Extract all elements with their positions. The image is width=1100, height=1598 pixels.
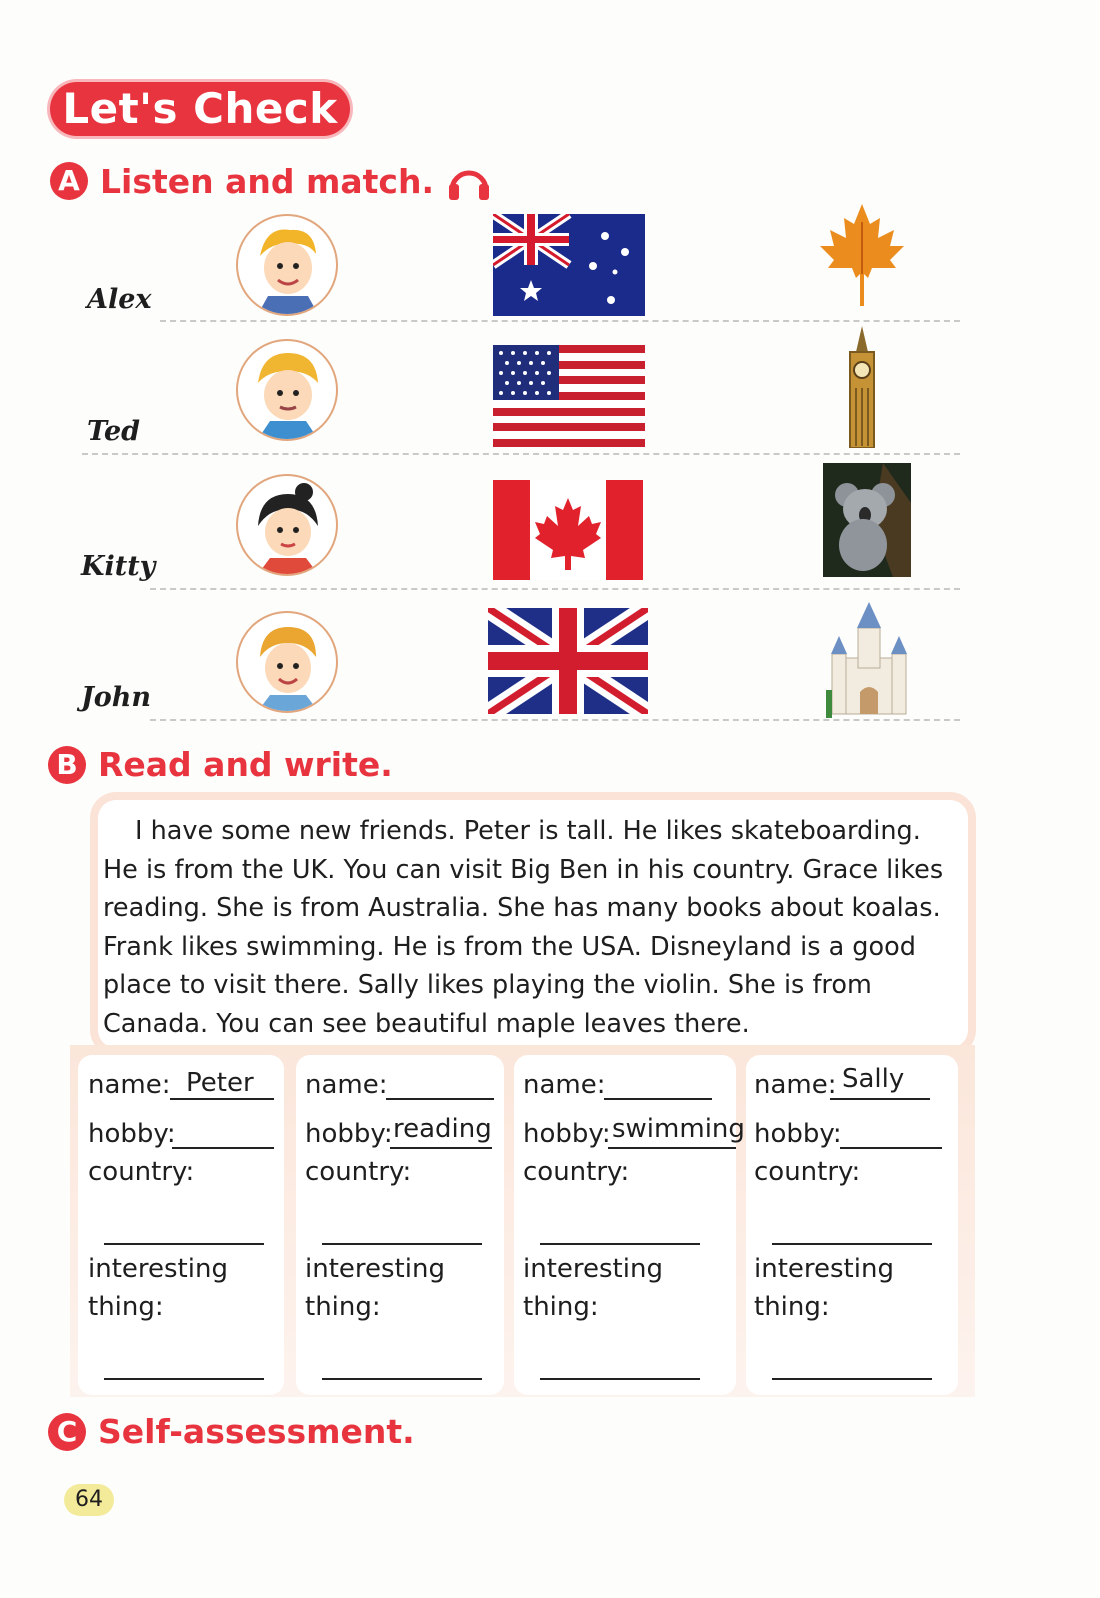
section-a-letter: A <box>50 162 88 200</box>
answer-name-1[interactable]: Peter <box>186 1068 254 1098</box>
label-name: name: <box>523 1070 606 1100</box>
blank-line[interactable] <box>540 1378 700 1380</box>
name-alex: Alex <box>87 284 152 315</box>
blank-line <box>608 1147 736 1149</box>
divider <box>150 588 960 590</box>
label-hobby: hobby: <box>754 1119 842 1149</box>
page-number: 64 <box>64 1484 114 1516</box>
answer-card-2 <box>296 1055 504 1395</box>
answer-name-4[interactable]: Sally <box>842 1064 905 1094</box>
blank-line <box>830 1098 930 1100</box>
big-ben <box>844 326 880 448</box>
divider <box>82 453 960 455</box>
section-a-header <box>50 160 492 202</box>
name-ted: Ted <box>87 416 141 447</box>
label-interesting: interesting <box>523 1254 663 1284</box>
section-b-letter: B <box>48 746 86 784</box>
answer-card-4 <box>746 1055 958 1395</box>
label-thing: thing: <box>754 1292 830 1322</box>
answer-hobby-3[interactable]: swimming <box>612 1114 745 1144</box>
section-c-title: Self-assessment. <box>98 1412 415 1451</box>
blank-line[interactable] <box>104 1243 264 1245</box>
avatar-alex <box>236 214 338 316</box>
answer-card-1 <box>78 1055 284 1395</box>
name-kitty: Kitty <box>81 551 156 582</box>
blank-line[interactable] <box>540 1243 700 1245</box>
label-thing: thing: <box>88 1292 164 1322</box>
divider <box>160 320 960 322</box>
label-name: name: <box>754 1070 837 1100</box>
label-thing: thing: <box>305 1292 381 1322</box>
label-interesting: interesting <box>305 1254 445 1284</box>
australia-flag <box>493 214 645 316</box>
blank-line[interactable] <box>772 1378 932 1380</box>
divider <box>150 719 960 721</box>
section-b-header <box>48 745 393 784</box>
blank-line[interactable] <box>386 1098 494 1100</box>
blank-line[interactable] <box>172 1147 274 1149</box>
label-country: country: <box>523 1157 630 1187</box>
label-thing: thing: <box>523 1292 599 1322</box>
blank-line <box>390 1147 492 1149</box>
label-hobby: hobby: <box>305 1119 393 1149</box>
label-country: country: <box>88 1157 195 1187</box>
usa-flag <box>493 345 645 447</box>
blank-line <box>170 1098 274 1100</box>
passage-text: I have some new friends. Peter is tall. He likes skateboarding. He is from the UK. You can visit Big Ben in his country. Grace likes reading. She is from Australia. She has many books about koalas. Frank likes swimming. He is from the USA. Disneyland is a good place to visit there. Sally likes playing the violin. She is from Canada. You can see beautiful maple leaves there. <box>103 816 944 1039</box>
maple-leaf <box>818 202 906 306</box>
blank-line[interactable] <box>772 1243 932 1245</box>
blank-line[interactable] <box>604 1098 712 1100</box>
blank-line[interactable] <box>840 1147 942 1149</box>
label-interesting: interesting <box>754 1254 894 1284</box>
section-a-title: Listen and match. <box>100 161 435 201</box>
label-hobby: hobby: <box>523 1119 611 1149</box>
blank-line[interactable] <box>104 1378 264 1380</box>
label-country: country: <box>305 1157 412 1187</box>
label-name: name: <box>88 1070 171 1100</box>
avatar-john <box>236 611 338 713</box>
name-john: John <box>81 682 152 713</box>
label-hobby: hobby: <box>88 1119 176 1149</box>
avatar-kitty <box>236 474 338 576</box>
canada-flag <box>493 480 643 580</box>
answer-hobby-2[interactable]: reading <box>393 1114 492 1144</box>
section-c-letter: C <box>48 1413 86 1451</box>
headphones-icon <box>446 160 492 202</box>
answer-card-3 <box>514 1055 736 1395</box>
avatar-ted <box>236 339 338 441</box>
section-b-title: Read and write. <box>98 745 393 784</box>
blank-line[interactable] <box>322 1378 482 1380</box>
reading-passage <box>103 812 953 1044</box>
label-name: name: <box>305 1070 388 1100</box>
label-country: country: <box>754 1157 861 1187</box>
uk-flag <box>488 608 648 714</box>
lets-check-banner: Let's Check <box>50 82 350 136</box>
blank-line[interactable] <box>322 1243 482 1245</box>
label-interesting: interesting <box>88 1254 228 1284</box>
koala-photo <box>823 463 911 577</box>
section-c-header <box>48 1412 415 1451</box>
castle <box>826 598 912 718</box>
